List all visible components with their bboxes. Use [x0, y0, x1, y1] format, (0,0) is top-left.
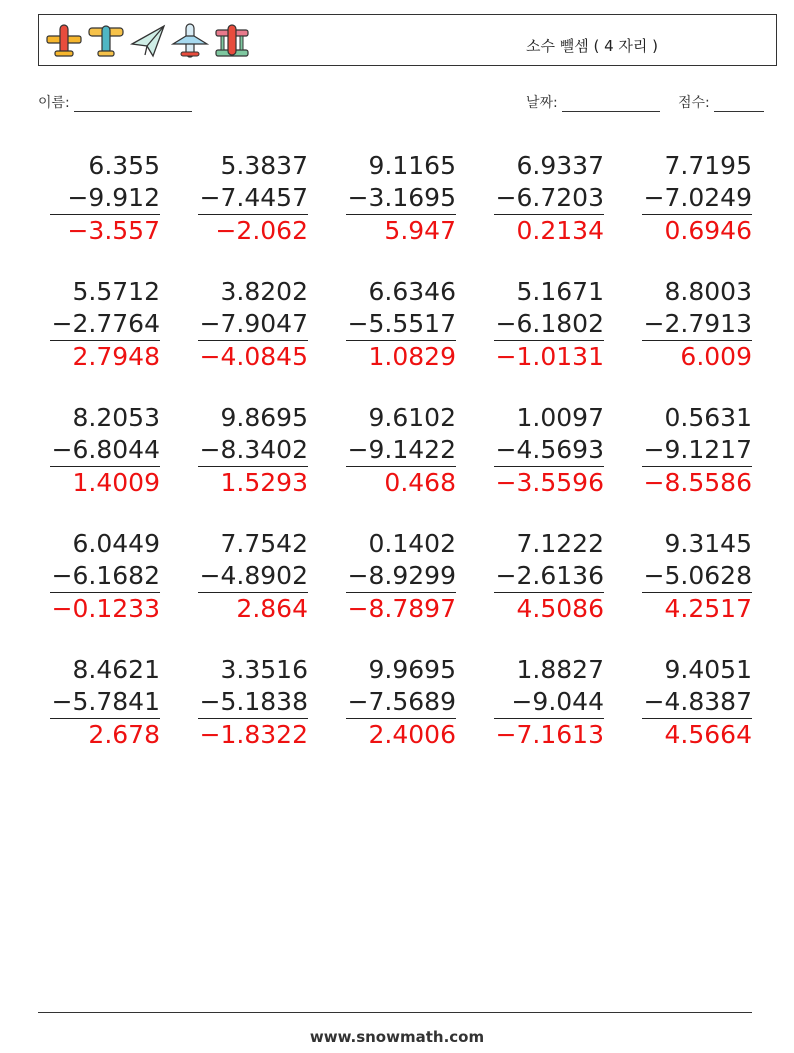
problem	[494, 528, 604, 625]
minuend: 0.5631	[664, 403, 752, 432]
minuend: 5.1671	[516, 277, 604, 306]
minuend: 5.3837	[220, 151, 308, 180]
problem	[346, 528, 456, 625]
answer: 1.4009	[72, 468, 160, 497]
answer: 2.4006	[368, 720, 456, 749]
problem	[642, 276, 752, 373]
problem	[494, 654, 604, 751]
problem	[642, 528, 752, 625]
problem	[642, 150, 752, 247]
subtrahend: −4.5693	[494, 434, 604, 467]
biplane-icon	[213, 22, 251, 60]
problem	[642, 654, 752, 751]
minuend: 7.1222	[516, 529, 604, 558]
problem	[198, 402, 308, 499]
subtrahend: −7.0249	[642, 182, 752, 215]
jet-plane-icon	[171, 22, 209, 60]
problem	[50, 150, 160, 247]
subtrahend: −2.7764	[50, 308, 160, 341]
problem	[198, 276, 308, 373]
answer: 0.2134	[516, 216, 604, 245]
answer: 6.009	[680, 342, 752, 371]
problem	[642, 402, 752, 499]
subtrahend: −2.7913	[642, 308, 752, 341]
subtrahend: −5.1838	[198, 686, 308, 719]
problem	[50, 654, 160, 751]
problem	[198, 654, 308, 751]
subtrahend: −7.9047	[198, 308, 308, 341]
minuend: 8.8003	[664, 277, 752, 306]
answer: −1.8322	[199, 720, 308, 749]
subtrahend: −5.7841	[50, 686, 160, 719]
subtrahend: −7.4457	[198, 182, 308, 215]
yellow-plane-icon	[45, 22, 83, 60]
subtrahend: −6.1802	[494, 308, 604, 341]
date-field	[526, 92, 660, 112]
problem	[346, 402, 456, 499]
subtrahend: −4.8902	[198, 560, 308, 593]
problem	[494, 150, 604, 247]
problem	[346, 150, 456, 247]
minuend: 1.8827	[516, 655, 604, 684]
minuend: 9.4051	[664, 655, 752, 684]
answer: 5.947	[384, 216, 456, 245]
answer: −4.0845	[199, 342, 308, 371]
minuend: 6.0449	[72, 529, 160, 558]
problem	[50, 276, 160, 373]
answer: 4.5086	[516, 594, 604, 623]
subtrahend: −8.9299	[346, 560, 456, 593]
subtrahend: −9.1217	[642, 434, 752, 467]
worksheet-header	[38, 14, 777, 66]
answer: −8.5586	[643, 468, 752, 497]
minuend: 3.3516	[220, 655, 308, 684]
score-label: 점수:	[678, 95, 710, 111]
problem	[50, 528, 160, 625]
minuend: 5.5712	[72, 277, 160, 306]
minuend: 9.3145	[664, 529, 752, 558]
subtrahend: −9.1422	[346, 434, 456, 467]
subtrahend: −7.5689	[346, 686, 456, 719]
problem	[50, 402, 160, 499]
answer: −7.1613	[495, 720, 604, 749]
problem	[198, 528, 308, 625]
score-blank	[714, 97, 764, 112]
answer: −3.5596	[495, 468, 604, 497]
score-field	[678, 92, 764, 112]
subtrahend: −6.1682	[50, 560, 160, 593]
minuend: 8.4621	[72, 655, 160, 684]
answer: −3.557	[67, 216, 160, 245]
subtrahend: −6.8044	[50, 434, 160, 467]
answer: −0.1233	[51, 594, 160, 623]
subtrahend: −5.0628	[642, 560, 752, 593]
footer-site: www.snowmath.com	[309, 1028, 485, 1046]
subtrahend: −4.8387	[642, 686, 752, 719]
minuend: 8.2053	[72, 403, 160, 432]
paper-plane-icon	[129, 22, 167, 60]
minuend: 7.7195	[664, 151, 752, 180]
worksheet-title: 소수 뺄셈 ( 4 자리 )	[525, 37, 658, 55]
answer: 1.5293	[220, 468, 308, 497]
name-blank	[74, 97, 192, 112]
minuend: 9.1165	[368, 151, 456, 180]
minuend: 3.8202	[220, 277, 308, 306]
subtrahend: −8.3402	[198, 434, 308, 467]
answer: −1.0131	[495, 342, 604, 371]
subtrahend: −9.044	[494, 686, 604, 719]
minuend: 9.6102	[368, 403, 456, 432]
subtrahend: −6.7203	[494, 182, 604, 215]
answer: 1.0829	[368, 342, 456, 371]
answer: 2.678	[88, 720, 160, 749]
minuend: 6.9337	[516, 151, 604, 180]
minuend: 7.7542	[220, 529, 308, 558]
problem	[494, 402, 604, 499]
subtrahend: −3.1695	[346, 182, 456, 215]
answer: 0.468	[384, 468, 456, 497]
date-blank	[562, 97, 660, 112]
answer: 4.5664	[664, 720, 752, 749]
answer: 4.2517	[664, 594, 752, 623]
propeller-plane-icon	[87, 22, 125, 60]
problem	[198, 150, 308, 247]
subtrahend: −9.912	[50, 182, 160, 215]
problem	[346, 276, 456, 373]
answer: 0.6946	[664, 216, 752, 245]
answer: −8.7897	[347, 594, 456, 623]
minuend: 6.355	[88, 151, 160, 180]
problem	[494, 276, 604, 373]
name-label: 이름:	[38, 95, 70, 111]
minuend: 6.6346	[368, 277, 456, 306]
answer: 2.864	[236, 594, 308, 623]
answer: −2.062	[215, 216, 308, 245]
minuend: 0.1402	[368, 529, 456, 558]
name-field	[38, 92, 192, 112]
minuend: 9.8695	[220, 403, 308, 432]
subtrahend: −5.5517	[346, 308, 456, 341]
subtrahend: −2.6136	[494, 560, 604, 593]
answer: 2.7948	[72, 342, 160, 371]
problem	[346, 654, 456, 751]
minuend: 9.9695	[368, 655, 456, 684]
date-label: 날짜:	[526, 95, 558, 111]
minuend: 1.0097	[516, 403, 604, 432]
icon-strip	[45, 22, 251, 60]
footer-divider	[38, 1012, 752, 1013]
